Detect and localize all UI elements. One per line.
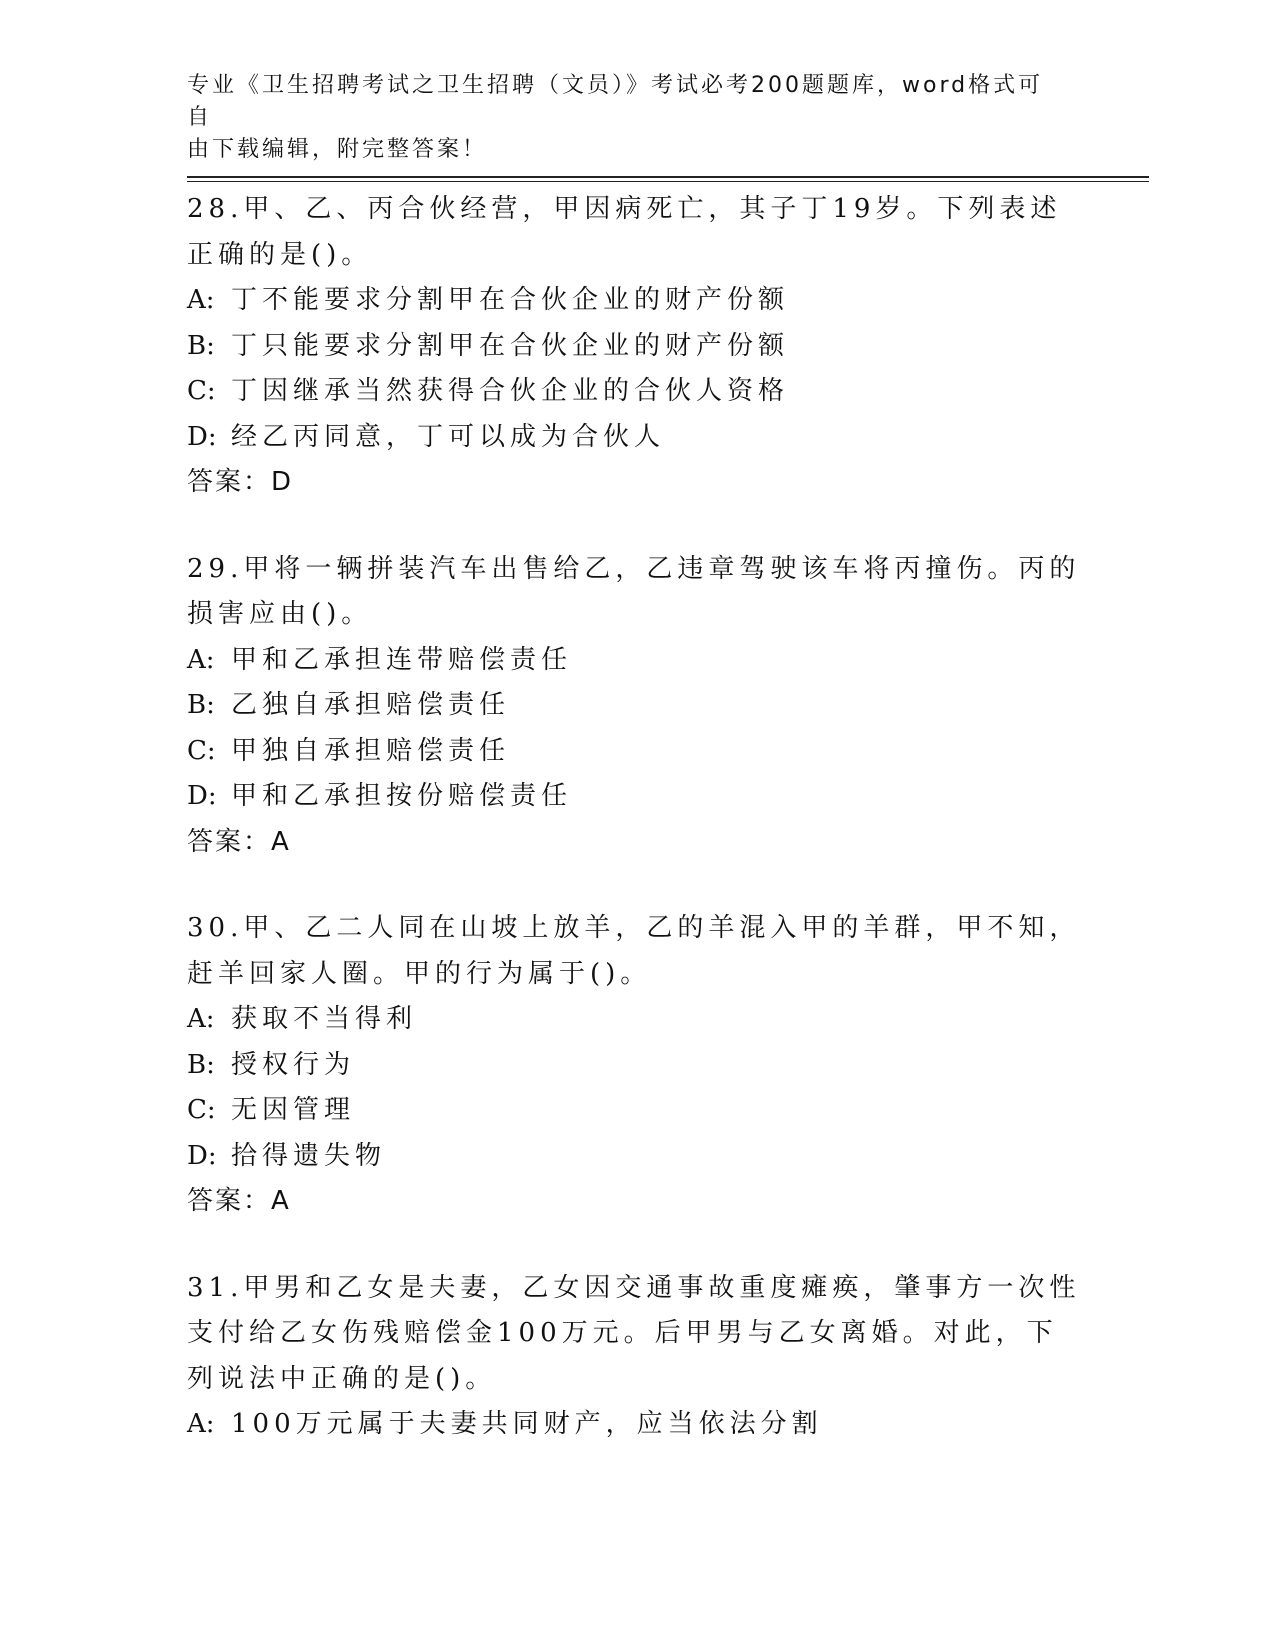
option-letter: C: xyxy=(187,376,216,406)
option-a xyxy=(187,638,1087,684)
option-letter: D: xyxy=(187,1140,217,1171)
answer-line: 答案：A xyxy=(187,826,291,857)
option-letter: A: xyxy=(187,1409,215,1439)
option-c xyxy=(187,729,1087,775)
option-letter: D: xyxy=(187,781,217,811)
option-a xyxy=(187,997,1087,1043)
question-text: 28.甲、乙、丙合伙经营，甲因病死亡，其子丁19岁。下列表述正确的是()。 xyxy=(187,194,1062,270)
option-a xyxy=(187,278,1087,324)
option-letter: C: xyxy=(187,735,216,766)
option-letter: B: xyxy=(187,690,215,720)
option-text: 拾得遗失物 xyxy=(231,1140,387,1171)
question-30 xyxy=(187,906,1087,1225)
option-letter: A: xyxy=(187,644,215,675)
option-letter: A: xyxy=(187,285,215,315)
header-divider-thin xyxy=(187,181,1149,182)
option-letter: C: xyxy=(187,1095,216,1125)
option-b xyxy=(187,683,1087,729)
option-text: 经乙丙同意，丁可以成为合伙人 xyxy=(231,421,666,452)
option-text: 丁不能要求分割甲在合伙企业的财产份额 xyxy=(231,285,790,315)
question-text: 30.甲、乙二人同在山坡上放羊，乙的羊混入甲的羊群，甲不知，赶羊回家人圈。甲的行为属于()。 xyxy=(187,913,1081,989)
option-text: 获取不当得利 xyxy=(231,1004,418,1034)
option-text: 丁因继承当然获得合伙企业的合伙人资格 xyxy=(231,376,790,406)
question-29 xyxy=(187,547,1087,866)
option-text: 甲和乙承担连带赔偿责任 xyxy=(231,644,573,675)
option-text: 乙独自承担赔偿责任 xyxy=(231,690,511,720)
option-text: 100万元属于夫妻共同财产，应当依法分割 xyxy=(231,1409,823,1439)
option-d xyxy=(187,1134,1087,1180)
option-d xyxy=(187,415,1087,461)
document-header xyxy=(187,70,1067,166)
header-title-line-1: 专业《卫生招聘考试之卫生招聘（文员）》考试必考200题题库，word格式可自 xyxy=(187,73,1044,130)
question-text: 29.甲将一辆拼装汽车出售给乙，乙违章驾驶该车将丙撞伤。丙的损害应由()。 xyxy=(187,553,1081,629)
question-text: 31.甲男和乙女是夫妻，乙女因交通事故重度瘫痪，肇事方一次性支付给乙女伤残赔偿金100万元。后甲男与乙女离婚。对此，下列说法中正确的是()。 xyxy=(187,1272,1081,1394)
option-b xyxy=(187,324,1087,370)
option-d xyxy=(187,774,1087,820)
option-letter: B: xyxy=(187,330,215,361)
question-list xyxy=(187,187,1087,1489)
option-b xyxy=(187,1043,1087,1089)
option-c xyxy=(187,1088,1087,1134)
header-divider-thick xyxy=(187,176,1149,178)
option-a xyxy=(187,1402,1087,1448)
question-31 xyxy=(187,1266,1087,1448)
question-28 xyxy=(187,187,1087,506)
option-text: 授权行为 xyxy=(231,1049,356,1080)
option-letter: D: xyxy=(187,421,217,452)
option-text: 甲和乙承担按份赔偿责任 xyxy=(231,781,573,811)
answer-line: 答案：D xyxy=(187,467,294,497)
answer-line: 答案：A xyxy=(187,1186,291,1216)
option-text: 丁只能要求分割甲在合伙企业的财产份额 xyxy=(231,330,790,361)
header-title-line-2: 由下载编辑，附完整答案！ xyxy=(187,137,488,162)
option-c xyxy=(187,369,1087,415)
option-text: 甲独自承担赔偿责任 xyxy=(231,735,511,766)
option-letter: A: xyxy=(187,1004,215,1034)
option-text: 无因管理 xyxy=(231,1095,356,1125)
option-letter: B: xyxy=(187,1049,215,1080)
